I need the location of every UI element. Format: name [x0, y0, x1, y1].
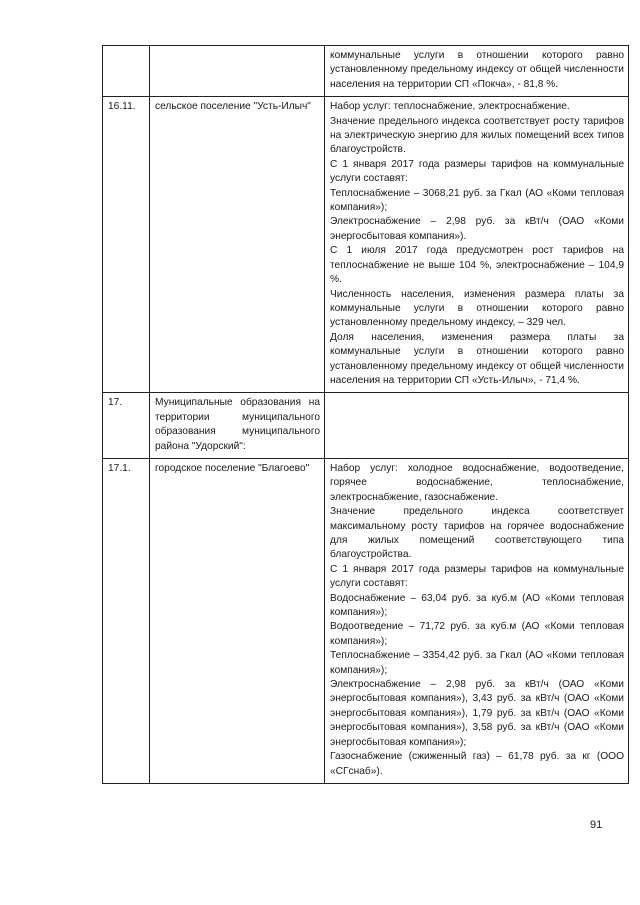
row-number-cell: 17. [103, 393, 150, 459]
municipality-name-cell: Муниципальные образования на территории муниципального образования муниципального района "Удорский": [150, 393, 325, 459]
tariff-table [102, 45, 629, 784]
details-paragraph: Водоотведение – 71,72 руб. за куб.м (АО «Коми тепловая компания»); [330, 621, 624, 647]
details-paragraph: С 1 июля 2017 года предусмотрен рост тарифов на теплоснабжение не выше 104 %, электроснабжение – 104,9 %. [330, 245, 624, 286]
details-paragraph: Численность населения, изменения размера платы за коммунальные услуги в отношении которого равно установленному предельному индексу, – 329 чел. [330, 288, 624, 329]
details-paragraph: Значение предельного индекса соответствует максимальному росту тарифов на горячее водоснабжение для жилых помещений соответствующего типа благоустройства. [330, 506, 624, 561]
table-row [103, 393, 629, 459]
details-paragraph: Электроснабжение – 2,98 руб. за кВт/ч (ОАО «Коми энергосбытовая компания»), 3,43 руб. за кВт/ч (ОАО «Коми энергосбытовая компания»), 1,79 руб. за кВт/ч (ОАО «Коми энергосбытовая компания»), 3,58 руб. за кВт/ч (ОАО «Коми энергосбытовая компания»); [330, 679, 624, 748]
tariff-details-cell [325, 393, 629, 459]
table-row [103, 46, 629, 97]
municipality-name-cell [150, 46, 325, 97]
municipality-name-cell: городское поселение "Благоево" [150, 458, 325, 783]
row-number-cell: 16.11. [103, 97, 150, 393]
row-number-cell [103, 46, 150, 97]
details-paragraph: коммунальные услуги в отношении которого равно установленному предельному индексу от общей численности населения на территории СП «Покча», - 81,8 %. [330, 50, 624, 90]
details-paragraph: Водоснабжение – 63,04 руб. за куб.м (АО «Коми тепловая компания»); [330, 592, 624, 619]
details-paragraph: Доля населения, изменения размера платы за коммунальные услуги в отношении которого равно установленному предельному индексу от общей численности населения на территории СП «Усть-Илыч», - 71,4 %. [330, 331, 624, 386]
tariff-details-cell [325, 46, 629, 97]
table-row [103, 97, 629, 393]
details-paragraph: Значение предельного индекса соответствует росту тарифов на электрическую энергию для жилых помещений всех типов благоустройств. [330, 115, 624, 156]
details-paragraph: Газоснабжение (сжиженный газ) – 61,78 руб. за кг (ООО «СГснаб»). [330, 751, 624, 777]
details-paragraph: Электроснабжение – 2,98 руб. за кВт/ч (ОАО «Коми энергосбытовая компания»). [330, 216, 624, 242]
table-row [103, 458, 629, 783]
details-paragraph: Теплоснабжение – 3354,42 руб. за Гкал (АО «Коми тепловая компания»); [330, 650, 624, 676]
details-paragraph: С 1 января 2017 года размеры тарифов на коммунальные услуги составят: [330, 158, 624, 185]
tariff-details-cell [325, 97, 629, 393]
page-number: 91 [590, 819, 603, 831]
tariff-details-cell [325, 458, 629, 783]
details-paragraph: С 1 января 2017 года размеры тарифов на коммунальные услуги составят: [330, 563, 624, 590]
row-number-cell: 17.1. [103, 458, 150, 783]
details-paragraph: Теплоснабжение – 3068,21 руб. за Гкал (АО «Коми тепловая компания»); [330, 187, 624, 214]
details-paragraph: Набор услуг: холодное водоснабжение, водоотведение, горячее водоснабжение, теплоснабжение, электроснабжение, газоснабжение. [330, 462, 624, 503]
municipality-name-cell: сельское поселение "Усть-Илыч" [150, 97, 325, 393]
details-paragraph: Набор услуг: теплоснабжение, электроснабжение. [330, 101, 570, 113]
tariff-table-body [103, 46, 629, 784]
